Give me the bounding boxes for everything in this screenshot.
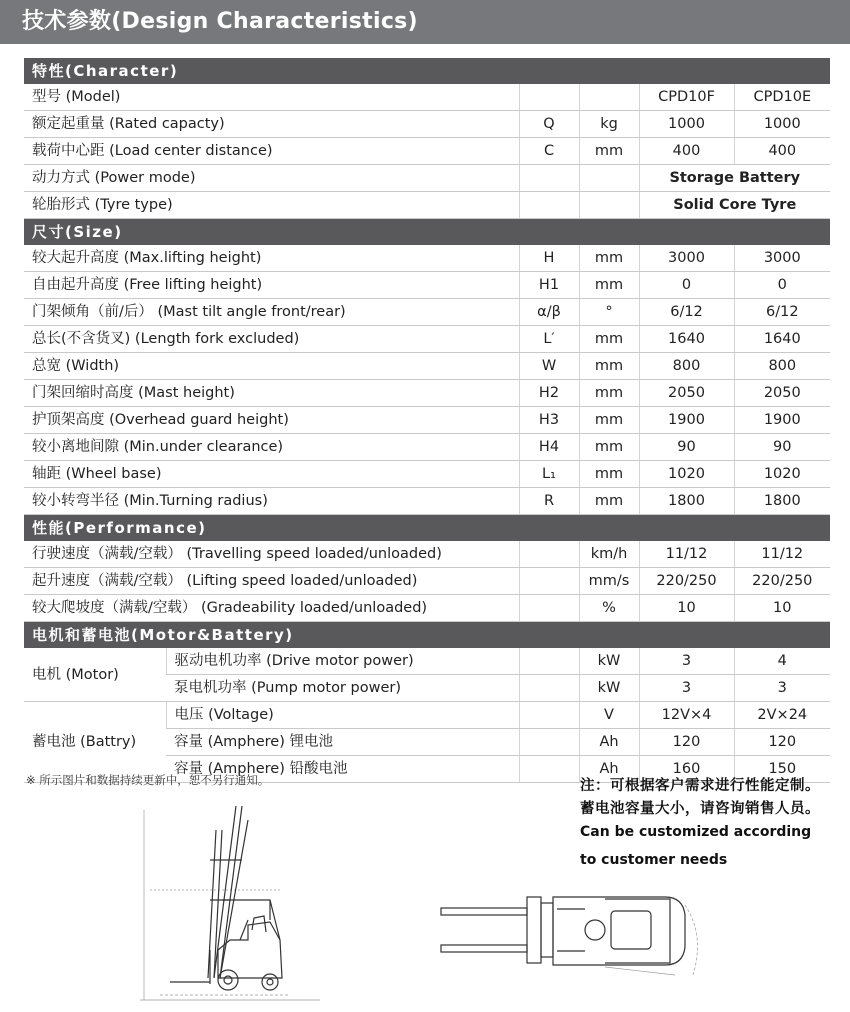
param-value-cpd10e: 1800 — [734, 488, 830, 515]
param-unit: mm/s — [579, 568, 639, 595]
param-name: 驱动电机功率 (Drive motor power) — [166, 648, 519, 675]
character-row — [24, 84, 830, 111]
param-name: 较大爬坡度（满载/空载） (Gradeability loaded/unloaded) — [24, 595, 519, 622]
param-value-cpd10e: 2V×24 — [734, 702, 830, 729]
param-symbol — [519, 541, 579, 568]
param-unit: mm — [579, 353, 639, 380]
param-symbol: H3 — [519, 407, 579, 434]
param-value-cpd10f: 10 — [639, 595, 734, 622]
param-value-cpd10e: CPD10E — [734, 84, 830, 111]
param-unit — [579, 165, 639, 192]
param-value-cpd10f: 3 — [639, 648, 734, 675]
size-row — [24, 434, 830, 461]
param-name: 电压 (Voltage) — [166, 702, 519, 729]
param-value-cpd10e: 220/250 — [734, 568, 830, 595]
section-header-performance — [24, 515, 830, 541]
param-value-cpd10e: 1000 — [734, 111, 830, 138]
param-symbol — [519, 756, 579, 783]
param-name: 较小转弯半径 (Min.Turning radius) — [24, 488, 519, 515]
param-name: 总宽 (Width) — [24, 353, 519, 380]
param-unit: mm — [579, 434, 639, 461]
performance-row — [24, 595, 830, 622]
motor-group-label: 电机 (Motor) — [24, 648, 166, 702]
custom-note-en-1: Can be customized according — [580, 824, 812, 840]
param-name: 门架倾角（前/后） (Mast tilt angle front/rear) — [24, 299, 519, 326]
param-symbol: H — [519, 245, 579, 272]
param-symbol — [519, 702, 579, 729]
param-unit: mm — [579, 380, 639, 407]
param-name: 轴距 (Wheel base) — [24, 461, 519, 488]
param-unit: Ah — [579, 729, 639, 756]
motor-row — [24, 648, 830, 675]
character-row — [24, 192, 830, 219]
param-symbol: H1 — [519, 272, 579, 299]
param-symbol — [519, 84, 579, 111]
param-name: 护顶架高度 (Overhead guard height) — [24, 407, 519, 434]
section-header-character — [24, 58, 830, 84]
character-row — [24, 111, 830, 138]
param-value-cpd10f: 800 — [639, 353, 734, 380]
param-name: 泵电机功率 (Pump motor power) — [166, 675, 519, 702]
size-row — [24, 353, 830, 380]
section-header-motor-battery — [24, 622, 830, 648]
param-value-both: Solid Core Tyre — [639, 192, 830, 219]
param-value-cpd10e: 10 — [734, 595, 830, 622]
size-row — [24, 299, 830, 326]
footnote: ※ 所示图片和数据持续更新中，恕不另行通知。 — [26, 773, 270, 787]
section-title: 尺寸(Size) — [24, 219, 830, 245]
section-header-size — [24, 219, 830, 245]
param-value-cpd10e: 3 — [734, 675, 830, 702]
param-unit: mm — [579, 245, 639, 272]
param-symbol — [519, 192, 579, 219]
param-value-cpd10e: 1020 — [734, 461, 830, 488]
param-value-cpd10e: 6/12 — [734, 299, 830, 326]
param-name: 总长(不含货叉) (Length fork excluded) — [24, 326, 519, 353]
section-title: 电机和蓄电池(Motor&Battery) — [24, 622, 830, 648]
param-value-both: Storage Battery — [639, 165, 830, 192]
param-value-cpd10f: 1640 — [639, 326, 734, 353]
size-row — [24, 272, 830, 299]
size-row — [24, 380, 830, 407]
param-value-cpd10e: 2050 — [734, 380, 830, 407]
param-value-cpd10f: 3000 — [639, 245, 734, 272]
battery-group-label: 蓄电池 (Battry) — [24, 702, 166, 783]
param-value-cpd10e: 4 — [734, 648, 830, 675]
param-symbol — [519, 729, 579, 756]
param-symbol: L′ — [519, 326, 579, 353]
param-unit: mm — [579, 326, 639, 353]
param-value-cpd10f: 12V×4 — [639, 702, 734, 729]
param-unit: Ah — [579, 756, 639, 783]
param-value-cpd10e: 1640 — [734, 326, 830, 353]
param-value-cpd10f: 1000 — [639, 111, 734, 138]
custom-note-zh-2: 蓄电池容量大小，请咨询销售人员。 — [580, 801, 820, 817]
param-value-cpd10e: 11/12 — [734, 541, 830, 568]
forklift-top-view-drawing — [435, 875, 715, 985]
param-value-cpd10f: 120 — [639, 729, 734, 756]
param-unit: ° — [579, 299, 639, 326]
param-name: 门架回缩时高度 (Mast height) — [24, 380, 519, 407]
param-value-cpd10e: 800 — [734, 353, 830, 380]
param-name: 行驶速度（满载/空载） (Travelling speed loaded/unloaded) — [24, 541, 519, 568]
spec-table — [24, 58, 830, 783]
param-symbol — [519, 595, 579, 622]
param-name: 额定起重量 (Rated capacty) — [24, 111, 519, 138]
performance-row — [24, 568, 830, 595]
param-unit: mm — [579, 407, 639, 434]
param-unit: V — [579, 702, 639, 729]
param-value-cpd10f: 400 — [639, 138, 734, 165]
param-value-cpd10e: 0 — [734, 272, 830, 299]
forklift-side-view-drawing — [130, 800, 330, 1010]
param-symbol: Q — [519, 111, 579, 138]
param-value-cpd10f: 90 — [639, 434, 734, 461]
performance-row — [24, 541, 830, 568]
param-value-cpd10f: 160 — [639, 756, 734, 783]
param-unit: mm — [579, 272, 639, 299]
param-unit: kg — [579, 111, 639, 138]
custom-note-en-2: to customer needs — [580, 852, 728, 868]
param-unit — [579, 84, 639, 111]
param-name: 容量 (Amphere) 锂电池 — [166, 729, 519, 756]
param-value-cpd10f: 1020 — [639, 461, 734, 488]
param-name: 动力方式 (Power mode) — [24, 165, 519, 192]
param-value-cpd10e: 150 — [734, 756, 830, 783]
size-row — [24, 407, 830, 434]
param-unit — [579, 192, 639, 219]
param-symbol: H2 — [519, 380, 579, 407]
param-name: 自由起升高度 (Free lifting height) — [24, 272, 519, 299]
param-unit: mm — [579, 138, 639, 165]
param-value-cpd10e: 1900 — [734, 407, 830, 434]
param-unit: mm — [579, 461, 639, 488]
param-value-cpd10f: 220/250 — [639, 568, 734, 595]
size-row — [24, 326, 830, 353]
page-title: 技术参数(Design Characteristics) — [0, 0, 850, 44]
param-name: 容量 (Amphere) 铅酸电池 — [166, 756, 519, 783]
param-symbol: R — [519, 488, 579, 515]
param-unit: kW — [579, 675, 639, 702]
param-symbol: W — [519, 353, 579, 380]
param-value-cpd10f: CPD10F — [639, 84, 734, 111]
param-symbol: C — [519, 138, 579, 165]
size-row — [24, 488, 830, 515]
character-row — [24, 165, 830, 192]
param-unit: km/h — [579, 541, 639, 568]
param-name: 较小离地间隙 (Min.under clearance) — [24, 434, 519, 461]
param-value-cpd10f: 1900 — [639, 407, 734, 434]
param-symbol: H4 — [519, 434, 579, 461]
param-symbol — [519, 568, 579, 595]
param-symbol: α/β — [519, 299, 579, 326]
param-unit: kW — [579, 648, 639, 675]
param-value-cpd10f: 3 — [639, 675, 734, 702]
character-row — [24, 138, 830, 165]
param-value-cpd10e: 3000 — [734, 245, 830, 272]
custom-note-zh-1: 注：可根据客户需求进行性能定制。 — [580, 778, 820, 794]
param-value-cpd10f: 2050 — [639, 380, 734, 407]
param-unit: mm — [579, 488, 639, 515]
param-symbol — [519, 165, 579, 192]
param-symbol: L₁ — [519, 461, 579, 488]
battery-row — [24, 702, 830, 729]
param-name: 轮胎形式 (Tyre type) — [24, 192, 519, 219]
param-value-cpd10e: 400 — [734, 138, 830, 165]
param-name: 型号 (Model) — [24, 84, 519, 111]
section-title: 特性(Character) — [24, 58, 830, 84]
section-title: 性能(Performance) — [24, 515, 830, 541]
param-value-cpd10f: 1800 — [639, 488, 734, 515]
param-value-cpd10e: 90 — [734, 434, 830, 461]
param-unit: % — [579, 595, 639, 622]
param-symbol — [519, 648, 579, 675]
param-value-cpd10f: 6/12 — [639, 299, 734, 326]
param-value-cpd10f: 0 — [639, 272, 734, 299]
param-value-cpd10e: 120 — [734, 729, 830, 756]
param-symbol — [519, 675, 579, 702]
size-row — [24, 245, 830, 272]
param-name: 载荷中心距 (Load center distance) — [24, 138, 519, 165]
param-name: 起升速度（满载/空载） (Lifting speed loaded/unloaded) — [24, 568, 519, 595]
param-name: 较大起升高度 (Max.lifting height) — [24, 245, 519, 272]
size-row — [24, 461, 830, 488]
param-value-cpd10f: 11/12 — [639, 541, 734, 568]
